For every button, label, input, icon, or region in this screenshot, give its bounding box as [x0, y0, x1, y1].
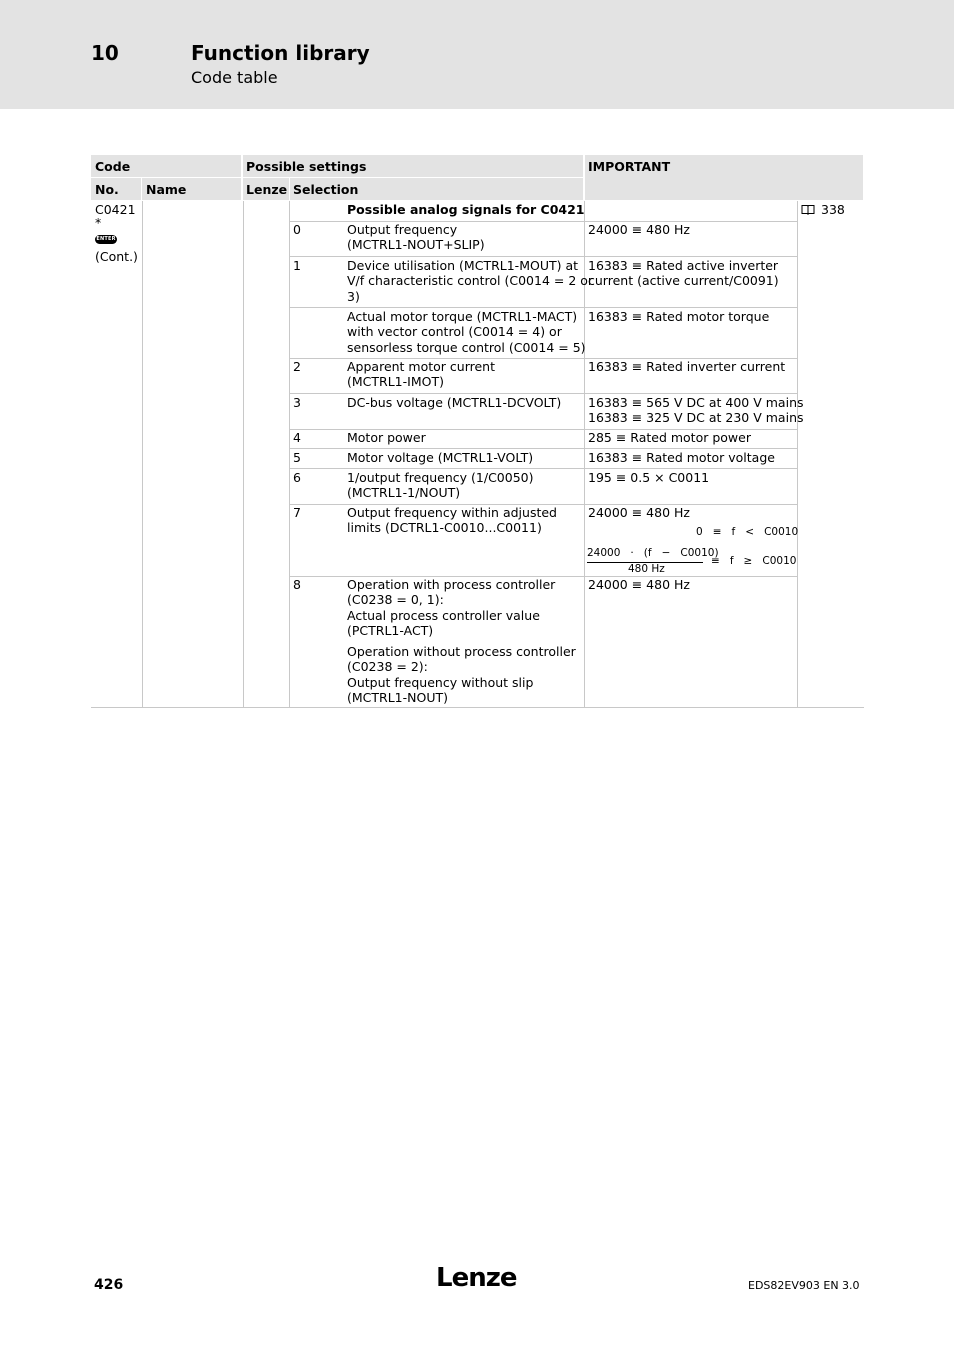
row-number: 6 [293, 470, 301, 485]
column-line [289, 201, 290, 707]
col-possible-settings: Possible settings [246, 159, 367, 174]
row-number: 3 [293, 395, 301, 410]
column-line [142, 201, 143, 707]
row-number: 2 [293, 359, 301, 374]
row-selection: Operation with process controller (C0238 = 0, 1): Actual process controller value (PCTRL1-ACT) [347, 577, 556, 639]
col-important: IMPORTANT [588, 159, 671, 174]
row-selection: Actual motor torque (MCTRL1-MACT) with vector control (C0014 = 4) or sensorless torque control (C0014 = 5) [347, 309, 586, 355]
col-name: Name [146, 182, 187, 197]
header-divider [289, 178, 290, 200]
row-selection: DC-bus voltage (MCTRL1-DCVOLT) [347, 395, 562, 410]
enter-key-icon: ENTER [96, 236, 116, 242]
row-line [290, 468, 798, 469]
formula-numerator: 24000 · (f − C0010) [587, 547, 719, 559]
row-important: 16383 ≡ Rated motor torque [588, 309, 770, 324]
row-selection: Output frequency within adjusted limits (DCTRL1-C0010...C0011) [347, 505, 557, 536]
col-selection: Selection [293, 182, 359, 197]
row-important: 24000 ≡ 480 Hz [588, 505, 690, 520]
row-important: 24000 ≡ 480 Hz [588, 222, 690, 237]
row-line [290, 448, 798, 449]
row-number: 0 [293, 222, 301, 237]
row-selection: Apparent motor current (MCTRL1-IMOT) [347, 359, 496, 390]
row-number: 1 [293, 258, 301, 273]
code-cont: (Cont.) [95, 249, 138, 264]
formula-denominator: 480 Hz [628, 563, 665, 575]
table-bottom-line [91, 707, 864, 708]
row-important: 285 ≡ Rated motor power [588, 430, 751, 445]
header-band [0, 0, 954, 109]
col-lenze: Lenze [246, 182, 288, 197]
row-line [290, 256, 798, 257]
row-selection: Motor power [347, 430, 426, 445]
row-important: 195 ≡ 0.5 × C0011 [588, 470, 710, 485]
row-number: 8 [293, 577, 301, 592]
col-no: No. [95, 182, 119, 197]
header-divider [141, 178, 142, 200]
column-line [243, 201, 244, 707]
row-important: 16383 ≡ 565 V DC at 400 V mains 16383 ≡ 325 V DC at 230 V mains [588, 395, 804, 426]
row-important: 16383 ≡ Rated active inverter current (active current/C0091) [588, 258, 779, 289]
formula-line-2-rhs: ≡ f ≥ C0010 [711, 555, 797, 567]
row-number: 5 [293, 450, 301, 465]
row-selection: Device utilisation (MCTRL1-MOUT) at V/f characteristic control (C0014 = 2 or 3) [347, 258, 594, 304]
chapter-number: 10 [91, 41, 119, 65]
row-important: 24000 ≡ 480 Hz [588, 577, 690, 592]
code-number: C0421 [95, 202, 136, 217]
subheading: Possible analog signals for C0421 [347, 202, 585, 217]
lenze-logo: Lenze [436, 1263, 517, 1293]
row-line [290, 393, 798, 394]
row-number: 7 [293, 505, 301, 520]
row-selection: 1/output frequency (1/C0050) (MCTRL1-1/NOUT) [347, 470, 534, 501]
row-line [290, 307, 798, 308]
code-star: * [95, 215, 102, 230]
col-code: Code [95, 159, 131, 174]
row-number: 4 [293, 430, 301, 445]
row-selection: Output frequency (MCTRL1-NOUT+SLIP) [347, 222, 485, 253]
section-title: Code table [191, 68, 278, 87]
row-important: 16383 ≡ Rated motor voltage [588, 450, 775, 465]
document-id: EDS82EV903 EN 3.0 [748, 1279, 860, 1292]
book-icon [801, 204, 815, 215]
chapter-title: Function library [191, 41, 370, 65]
page-reference: 338 [821, 202, 845, 217]
row-selection: Motor voltage (MCTRL1-VOLT) [347, 450, 534, 465]
page-number: 426 [94, 1277, 124, 1293]
column-line [797, 201, 798, 707]
formula-line-1: 0 ≡ f < C0010 [696, 526, 799, 538]
row-selection: Operation without process controller (C0238 = 2): Output frequency without slip (MCTRL1-NOUT) [347, 644, 576, 706]
row-important: 16383 ≡ Rated inverter current [588, 359, 786, 374]
header-divider [91, 177, 583, 178]
